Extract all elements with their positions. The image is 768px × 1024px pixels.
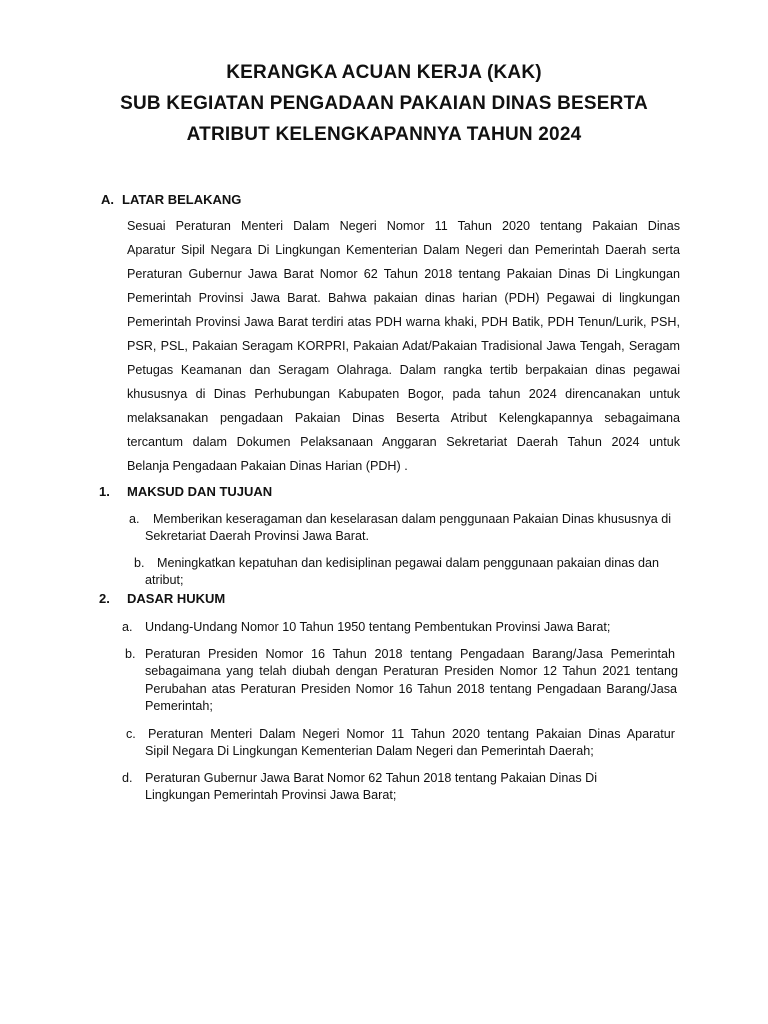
- list-item-text: Peraturan Presiden Nomor 16 Tahun 2018 tentang Pengadaan Barang/Jasa Pemerintah: [145, 647, 675, 661]
- list-item-text: Peraturan Gubernur Jawa Barat Nomor 62 Tahun 2018 tentang Pakaian Dinas Di: [145, 771, 598, 785]
- section-2-marker: 2.: [99, 591, 110, 606]
- section-a-line: Peraturan Gubernur Jawa Barat Nomor 62 Tahun 2018 tentang Pakaian Dinas Di Lingkungan: [127, 267, 680, 281]
- section-a-line: Aparatur Sipil Negara Di Lingkungan Kementerian Dalam Negeri dan Pemerintah Daerah serta: [127, 243, 680, 257]
- list-item-marker: d.: [122, 771, 133, 785]
- section-a-line: Petugas Keamanan dan Seragam Olahraga. Dalam rangka tertib berpakaian dinas pegawai: [127, 363, 680, 377]
- section-a-marker: A.: [101, 192, 114, 207]
- list-item-text: Sekretariat Daerah Provinsi Jawa Barat.: [145, 529, 369, 543]
- list-item-marker: a.: [129, 512, 140, 526]
- document-title-line-3: ATRIBUT KELENGKAPANNYA TAHUN 2024: [186, 124, 582, 145]
- list-item-marker: b.: [134, 556, 145, 570]
- section-a-line: khususnya di Dinas Perhubungan Kabupaten Bogor, pada tahun 2024 direncanakan untuk: [127, 387, 680, 401]
- section-1-heading: MAKSUD DAN TUJUAN: [127, 484, 273, 499]
- list-item-text: Meningkatkan kepatuhan dan kedisiplinan pegawai dalam penggunaan pakaian dinas dan: [157, 556, 660, 570]
- list-item-text: Memberikan keseragaman dan keselarasan dalam penggunaan Pakaian Dinas khususnya di: [153, 512, 672, 526]
- list-item-text: sebagaimana yang telah diubah dengan Peraturan Presiden Nomor 12 Tahun 2021 tentang: [145, 664, 678, 678]
- section-2-heading: DASAR HUKUM: [127, 591, 226, 606]
- section-a-line: melaksanakan pengadaan Pakaian Dinas Beserta Atribut Kelengkapannya sebagaimana: [127, 411, 680, 425]
- section-a-line: tercantum dalam Dokumen Pelaksanaan Anggaran Sekretariat Daerah Tahun 2024 untuk: [127, 435, 680, 449]
- list-item-text: Lingkungan Pemerintah Provinsi Jawa Barat;: [145, 788, 397, 802]
- list-item-marker: a.: [122, 620, 133, 634]
- section-a-line: PSR, PSL, Pakaian Seragam KORPRI, Pakaian Adat/Pakaian Tradisional Jawa Tengah, Seragam: [127, 339, 680, 353]
- list-item-text: Pemerintah;: [145, 699, 213, 713]
- section-a-line: Sesuai Peraturan Menteri Dalam Negeri Nomor 11 Tahun 2020 tentang Pakaian Dinas: [127, 219, 680, 233]
- section-a-line: Belanja Pengadaan Pakaian Dinas Harian (PDH) .: [127, 459, 408, 473]
- document-title-line-1: KERANGKA ACUAN KERJA (KAK): [226, 62, 542, 83]
- document-title-line-2: SUB KEGIATAN PENGADAAN PAKAIAN DINAS BESERTA: [120, 93, 648, 114]
- section-1-marker: 1.: [99, 484, 110, 499]
- list-item-text: Undang-Undang Nomor 10 Tahun 1950 tentang Pembentukan Provinsi Jawa Barat;: [145, 620, 611, 634]
- section-a-line: Pemerintah Provinsi Jawa Barat. Bahwa pakaian dinas harian (PDH) Pegawai di lingkungan: [127, 291, 680, 305]
- section-a-heading: LATAR BELAKANG: [122, 192, 242, 207]
- list-item-text: Peraturan Menteri Dalam Negeri Nomor 11 Tahun 2020 tentang Pakaian Dinas Aparatur: [148, 727, 675, 741]
- list-item-text: Perubahan atas Peraturan Presiden Nomor 16 Tahun 2018 tentang Pengadaan Barang/Jasa: [145, 682, 677, 696]
- list-item-marker: b.: [125, 647, 136, 661]
- section-a-line: Pemerintah Provinsi Jawa Barat terdiri atas PDH warna khaki, PDH Batik, PDH Tenun/Lurik, PSH,: [127, 315, 680, 329]
- list-item-text: Sipil Negara Di Lingkungan Kementerian Dalam Negeri dan Pemerintah Daerah;: [145, 744, 594, 758]
- list-item-marker: c.: [126, 727, 136, 741]
- list-item-text: atribut;: [145, 573, 184, 587]
